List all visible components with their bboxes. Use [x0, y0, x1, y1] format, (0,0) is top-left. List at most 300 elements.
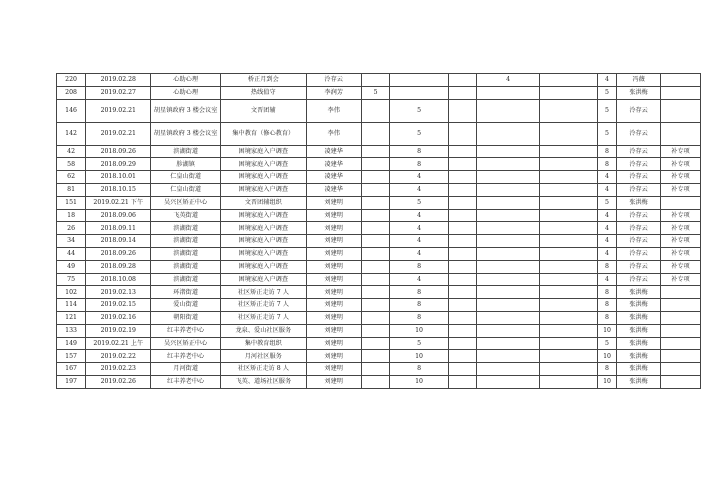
table-row	[57, 209, 701, 222]
table-row	[57, 375, 701, 388]
hours-col-e-cell	[539, 209, 597, 222]
volunteer-cell: 李伟	[306, 122, 361, 145]
hours-col-a-cell	[361, 183, 390, 196]
hours-col-e-cell	[539, 158, 597, 171]
table-row	[57, 171, 701, 184]
hours-col-b-cell: 4	[390, 235, 448, 248]
remark-cell: 补专项	[660, 183, 700, 196]
total-hours-cell: 5	[597, 122, 616, 145]
location-cell: 滨湖街道	[151, 145, 220, 158]
location-cell: 胗湖镇	[151, 158, 220, 171]
hours-col-a-cell	[361, 363, 390, 376]
supervisor-cell: 张洪梅	[617, 286, 661, 299]
location-cell: 吴兴区矫正中心	[151, 337, 220, 350]
row-number-cell: 58	[57, 158, 86, 171]
hours-col-a-cell	[361, 286, 390, 299]
volunteer-cell: 刘建明	[306, 209, 361, 222]
remark-cell: 补专项	[660, 273, 700, 286]
hours-col-c-cell	[448, 122, 477, 145]
hours-col-e-cell	[539, 299, 597, 312]
supervisor-cell: 泠存云	[617, 183, 661, 196]
hours-col-d-cell	[477, 222, 540, 235]
hours-col-c-cell	[448, 222, 477, 235]
hours-col-a-cell	[361, 235, 390, 248]
hours-col-d-cell	[477, 363, 540, 376]
row-number-cell: 151	[57, 196, 86, 209]
hours-col-b-cell: 4	[390, 222, 448, 235]
hours-col-a-cell	[361, 158, 390, 171]
table-row	[57, 363, 701, 376]
total-hours-cell: 10	[597, 375, 616, 388]
activity-cell: 社区矫正走访 7 人	[220, 299, 306, 312]
row-number-cell: 208	[57, 86, 86, 99]
hours-col-b-cell: 5	[390, 99, 448, 122]
volunteer-cell: 刘建明	[306, 337, 361, 350]
hours-col-b-cell: 8	[390, 260, 448, 273]
row-number-cell: 157	[57, 350, 86, 363]
hours-col-d-cell	[477, 273, 540, 286]
row-number-cell: 146	[57, 99, 86, 122]
hours-col-e-cell	[539, 171, 597, 184]
hours-col-b-cell: 4	[390, 273, 448, 286]
remark-cell	[660, 86, 700, 99]
total-hours-cell: 8	[597, 363, 616, 376]
hours-col-b-cell: 8	[390, 145, 448, 158]
activity-cell: 困境家庭入户调查	[220, 145, 306, 158]
hours-col-e-cell	[539, 222, 597, 235]
volunteer-cell: 刘建明	[306, 260, 361, 273]
table-row	[57, 350, 701, 363]
hours-col-c-cell	[448, 260, 477, 273]
volunteer-cell: 刘建明	[306, 286, 361, 299]
hours-col-d-cell	[477, 183, 540, 196]
table-row	[57, 260, 701, 273]
hours-col-c-cell	[448, 171, 477, 184]
remark-cell: 补专项	[660, 247, 700, 260]
hours-col-d-cell	[477, 86, 540, 99]
table-row	[57, 324, 701, 337]
row-number-cell: 34	[57, 235, 86, 248]
supervisor-cell: 张洪梅	[617, 375, 661, 388]
hours-col-a-cell	[361, 145, 390, 158]
row-number-cell: 121	[57, 311, 86, 324]
hours-col-b-cell: 8	[390, 158, 448, 171]
row-number-cell: 26	[57, 222, 86, 235]
total-hours-cell: 8	[597, 260, 616, 273]
activity-cell: 困境家庭入户调查	[220, 222, 306, 235]
hours-col-c-cell	[448, 299, 477, 312]
hours-col-a-cell: 5	[361, 86, 390, 99]
total-hours-cell: 4	[597, 273, 616, 286]
location-cell: 滨湖街道	[151, 235, 220, 248]
date-cell: 2019.02.13	[86, 286, 151, 299]
hours-col-b-cell: 5	[390, 337, 448, 350]
hours-col-a-cell	[361, 337, 390, 350]
activity-cell: 困境家庭入户调查	[220, 235, 306, 248]
total-hours-cell: 10	[597, 350, 616, 363]
date-cell: 2019.02.19	[86, 324, 151, 337]
volunteer-cell: 凌建华	[306, 158, 361, 171]
row-number-cell: 197	[57, 375, 86, 388]
location-cell: 滨湖街道	[151, 260, 220, 273]
volunteer-cell: 刘建明	[306, 350, 361, 363]
hours-col-d-cell	[477, 122, 540, 145]
activity-cell: 龙泉、爱山社区服务	[220, 324, 306, 337]
table-row	[57, 273, 701, 286]
volunteer-cell: 刘建明	[306, 311, 361, 324]
hours-col-d-cell	[477, 260, 540, 273]
location-cell: 胡星镇政府 3 楼会议室	[151, 122, 220, 145]
hours-col-a-cell	[361, 209, 390, 222]
location-cell: 胡星镇政府 3 楼会议室	[151, 99, 220, 122]
supervisor-cell: 泠存云	[617, 171, 661, 184]
volunteer-cell: 凌建华	[306, 145, 361, 158]
hours-col-d-cell: 4	[477, 74, 540, 87]
remark-cell: 补专项	[660, 222, 700, 235]
hours-col-c-cell	[448, 74, 477, 87]
hours-col-a-cell	[361, 74, 390, 87]
hours-col-c-cell	[448, 99, 477, 122]
hours-col-e-cell	[539, 350, 597, 363]
hours-col-a-cell	[361, 350, 390, 363]
remark-cell: 补专项	[660, 145, 700, 158]
hours-col-d-cell	[477, 324, 540, 337]
activity-cell: 困境家庭入户调查	[220, 209, 306, 222]
location-cell: 吴兴区矫正中心	[151, 196, 220, 209]
date-cell: 2018.10.01	[86, 171, 151, 184]
remark-cell: 补专项	[660, 158, 700, 171]
total-hours-cell: 4	[597, 183, 616, 196]
hours-col-a-cell	[361, 311, 390, 324]
hours-col-b-cell	[390, 74, 448, 87]
hours-col-e-cell	[539, 145, 597, 158]
remark-cell	[660, 375, 700, 388]
hours-col-b-cell: 4	[390, 171, 448, 184]
remark-cell	[660, 74, 700, 87]
supervisor-cell: 张洪梅	[617, 86, 661, 99]
row-number-cell: 75	[57, 273, 86, 286]
table-row	[57, 99, 701, 122]
total-hours-cell: 8	[597, 311, 616, 324]
table-row	[57, 337, 701, 350]
table-row	[57, 247, 701, 260]
hours-col-b-cell: 4	[390, 247, 448, 260]
supervisor-cell: 张洪梅	[617, 196, 661, 209]
activity-cell: 困境家庭入户调查	[220, 158, 306, 171]
hours-col-d-cell	[477, 235, 540, 248]
hours-col-e-cell	[539, 337, 597, 350]
remark-cell	[660, 299, 700, 312]
remark-cell: 补专项	[660, 235, 700, 248]
supervisor-cell: 泠存云	[617, 145, 661, 158]
table-row	[57, 86, 701, 99]
hours-col-c-cell	[448, 247, 477, 260]
total-hours-cell: 5	[597, 337, 616, 350]
hours-col-d-cell	[477, 158, 540, 171]
location-cell: 心助心理	[151, 74, 220, 87]
hours-col-b-cell: 8	[390, 363, 448, 376]
activity-cell: 热线值守	[220, 86, 306, 99]
supervisor-cell: 泠存云	[617, 273, 661, 286]
supervisor-cell: 张洪梅	[617, 299, 661, 312]
total-hours-cell: 4	[597, 209, 616, 222]
supervisor-cell: 泠存云	[617, 122, 661, 145]
supervisor-cell: 张洪梅	[617, 363, 661, 376]
location-cell: 滨湖街道	[151, 247, 220, 260]
supervisor-cell: 冯薇	[617, 74, 661, 87]
activity-cell: 集中教育组织	[220, 337, 306, 350]
supervisor-cell: 泠存云	[617, 209, 661, 222]
table-row	[57, 74, 701, 87]
hours-col-e-cell	[539, 74, 597, 87]
hours-col-e-cell	[539, 235, 597, 248]
supervisor-cell: 张洪梅	[617, 337, 661, 350]
total-hours-cell: 5	[597, 86, 616, 99]
location-cell: 朝阳街道	[151, 311, 220, 324]
supervisor-cell: 泠存云	[617, 247, 661, 260]
total-hours-cell: 4	[597, 247, 616, 260]
row-number-cell: 142	[57, 122, 86, 145]
hours-col-a-cell	[361, 171, 390, 184]
supervisor-cell: 泠存云	[617, 235, 661, 248]
hours-col-e-cell	[539, 375, 597, 388]
table-row	[57, 196, 701, 209]
date-cell: 2019.02.22	[86, 350, 151, 363]
hours-col-b-cell: 5	[390, 196, 448, 209]
supervisor-cell: 泠存云	[617, 260, 661, 273]
hours-col-d-cell	[477, 247, 540, 260]
hours-col-c-cell	[448, 324, 477, 337]
activity-cell: 困境家庭入户调查	[220, 247, 306, 260]
remark-cell	[660, 122, 700, 145]
date-cell: 2018.09.28	[86, 260, 151, 273]
hours-col-a-cell	[361, 299, 390, 312]
hours-col-c-cell	[448, 363, 477, 376]
volunteer-cell: 李伟	[306, 99, 361, 122]
hours-col-b-cell: 10	[390, 350, 448, 363]
volunteer-cell: 刘建明	[306, 363, 361, 376]
hours-col-b-cell: 8	[390, 311, 448, 324]
document-page	[56, 73, 701, 389]
total-hours-cell: 8	[597, 158, 616, 171]
hours-col-c-cell	[448, 209, 477, 222]
location-cell: 滨湖街道	[151, 273, 220, 286]
hours-col-e-cell	[539, 86, 597, 99]
hours-col-e-cell	[539, 99, 597, 122]
table-row	[57, 311, 701, 324]
row-number-cell: 167	[57, 363, 86, 376]
location-cell: 环渚街道	[151, 286, 220, 299]
date-cell: 2019.02.23	[86, 363, 151, 376]
date-cell: 2019.02.21	[86, 99, 151, 122]
row-number-cell: 133	[57, 324, 86, 337]
remark-cell	[660, 286, 700, 299]
location-cell: 爱山街道	[151, 299, 220, 312]
total-hours-cell: 8	[597, 145, 616, 158]
remark-cell	[660, 363, 700, 376]
activity-cell: 困境家庭入户调查	[220, 183, 306, 196]
row-number-cell: 81	[57, 183, 86, 196]
hours-col-b-cell: 5	[390, 122, 448, 145]
total-hours-cell: 4	[597, 74, 616, 87]
volunteer-cell: 刘建明	[306, 196, 361, 209]
hours-col-d-cell	[477, 350, 540, 363]
row-number-cell: 18	[57, 209, 86, 222]
volunteer-cell: 刘建明	[306, 299, 361, 312]
activity-cell: 社区矫正走访 7 人	[220, 286, 306, 299]
date-cell: 2018.10.08	[86, 273, 151, 286]
hours-col-b-cell: 4	[390, 209, 448, 222]
date-cell: 2018.09.11	[86, 222, 151, 235]
table-row	[57, 158, 701, 171]
hours-col-e-cell	[539, 122, 597, 145]
location-cell: 飞英街道	[151, 209, 220, 222]
activity-cell: 文晋团辅组织	[220, 196, 306, 209]
hours-col-b-cell: 10	[390, 324, 448, 337]
supervisor-cell: 泠存云	[617, 99, 661, 122]
volunteer-cell: 刘建明	[306, 375, 361, 388]
row-number-cell: 102	[57, 286, 86, 299]
hours-col-c-cell	[448, 286, 477, 299]
row-number-cell: 62	[57, 171, 86, 184]
hours-col-b-cell: 8	[390, 286, 448, 299]
table-row	[57, 235, 701, 248]
location-cell: 月河街道	[151, 363, 220, 376]
hours-col-d-cell	[477, 299, 540, 312]
location-cell: 滨湖街道	[151, 222, 220, 235]
hours-col-a-cell	[361, 324, 390, 337]
volunteer-cell: 刘建明	[306, 247, 361, 260]
hours-col-c-cell	[448, 145, 477, 158]
hours-col-e-cell	[539, 363, 597, 376]
remark-cell	[660, 337, 700, 350]
location-cell: 红丰养老中心	[151, 375, 220, 388]
row-number-cell: 42	[57, 145, 86, 158]
date-cell: 2019.02.21 下午	[86, 196, 151, 209]
volunteer-cell: 刘建明	[306, 324, 361, 337]
remark-cell	[660, 324, 700, 337]
remark-cell: 补专项	[660, 260, 700, 273]
hours-col-d-cell	[477, 375, 540, 388]
hours-col-c-cell	[448, 350, 477, 363]
table-row	[57, 183, 701, 196]
date-cell: 2019.02.21 上午	[86, 337, 151, 350]
hours-col-d-cell	[477, 171, 540, 184]
hours-col-c-cell	[448, 375, 477, 388]
row-number-cell: 220	[57, 74, 86, 87]
hours-col-d-cell	[477, 311, 540, 324]
hours-col-d-cell	[477, 99, 540, 122]
hours-col-c-cell	[448, 196, 477, 209]
date-cell: 2019.02.27	[86, 86, 151, 99]
total-hours-cell: 4	[597, 171, 616, 184]
hours-col-a-cell	[361, 260, 390, 273]
supervisor-cell: 泠存云	[617, 158, 661, 171]
date-cell: 2019.02.15	[86, 299, 151, 312]
hours-col-d-cell	[477, 145, 540, 158]
remark-cell: 补专项	[660, 209, 700, 222]
hours-col-d-cell	[477, 209, 540, 222]
total-hours-cell: 5	[597, 196, 616, 209]
hours-col-c-cell	[448, 311, 477, 324]
location-cell: 心助心理	[151, 86, 220, 99]
date-cell: 2018.09.26	[86, 145, 151, 158]
date-cell: 2019.02.16	[86, 311, 151, 324]
activity-cell: 月河社区服务	[220, 350, 306, 363]
row-number-cell: 44	[57, 247, 86, 260]
activity-cell: 桥正月到会	[220, 74, 306, 87]
hours-col-e-cell	[539, 196, 597, 209]
hours-col-d-cell	[477, 196, 540, 209]
activity-cell: 飞英、道场社区服务	[220, 375, 306, 388]
volunteer-cell: 李润芳	[306, 86, 361, 99]
hours-col-e-cell	[539, 247, 597, 260]
activity-cell: 文晋团辅	[220, 99, 306, 122]
location-cell: 红丰养老中心	[151, 350, 220, 363]
table-body	[57, 74, 701, 389]
volunteer-cell: 刘建明	[306, 235, 361, 248]
activity-cell: 社区矫正走访 8 人	[220, 363, 306, 376]
hours-col-c-cell	[448, 86, 477, 99]
remark-cell	[660, 311, 700, 324]
date-cell: 2019.02.21	[86, 122, 151, 145]
total-hours-cell: 10	[597, 324, 616, 337]
hours-col-c-cell	[448, 183, 477, 196]
hours-col-a-cell	[361, 247, 390, 260]
remark-cell: 补专项	[660, 171, 700, 184]
activity-cell: 社区矫正走访 7 人	[220, 311, 306, 324]
activity-cell: 困境家庭入户调查	[220, 260, 306, 273]
hours-col-a-cell	[361, 375, 390, 388]
hours-col-d-cell	[477, 337, 540, 350]
table-row	[57, 145, 701, 158]
hours-col-e-cell	[539, 311, 597, 324]
hours-col-d-cell	[477, 286, 540, 299]
total-hours-cell: 8	[597, 286, 616, 299]
hours-col-a-cell	[361, 273, 390, 286]
row-number-cell: 114	[57, 299, 86, 312]
hours-col-c-cell	[448, 235, 477, 248]
volunteer-cell: 凌建华	[306, 171, 361, 184]
hours-col-a-cell	[361, 99, 390, 122]
hours-col-e-cell	[539, 273, 597, 286]
remark-cell	[660, 350, 700, 363]
location-cell: 仁皇山街道	[151, 183, 220, 196]
hours-col-b-cell: 10	[390, 375, 448, 388]
activity-cell: 集中教育（修心教育）	[220, 122, 306, 145]
row-number-cell: 149	[57, 337, 86, 350]
volunteer-cell: 刘建明	[306, 222, 361, 235]
table-row	[57, 122, 701, 145]
total-hours-cell: 5	[597, 99, 616, 122]
date-cell: 2018.10.15	[86, 183, 151, 196]
hours-col-e-cell	[539, 324, 597, 337]
hours-col-a-cell	[361, 222, 390, 235]
table-row	[57, 222, 701, 235]
hours-col-b-cell: 8	[390, 299, 448, 312]
location-cell: 红丰养老中心	[151, 324, 220, 337]
volunteer-cell: 泠存云	[306, 74, 361, 87]
volunteer-hours-table	[56, 73, 701, 389]
location-cell: 仁皇山街道	[151, 171, 220, 184]
supervisor-cell: 张洪梅	[617, 324, 661, 337]
total-hours-cell: 8	[597, 299, 616, 312]
supervisor-cell: 张洪梅	[617, 350, 661, 363]
hours-col-a-cell	[361, 122, 390, 145]
hours-col-e-cell	[539, 183, 597, 196]
hours-col-c-cell	[448, 158, 477, 171]
date-cell: 2019.02.26	[86, 375, 151, 388]
